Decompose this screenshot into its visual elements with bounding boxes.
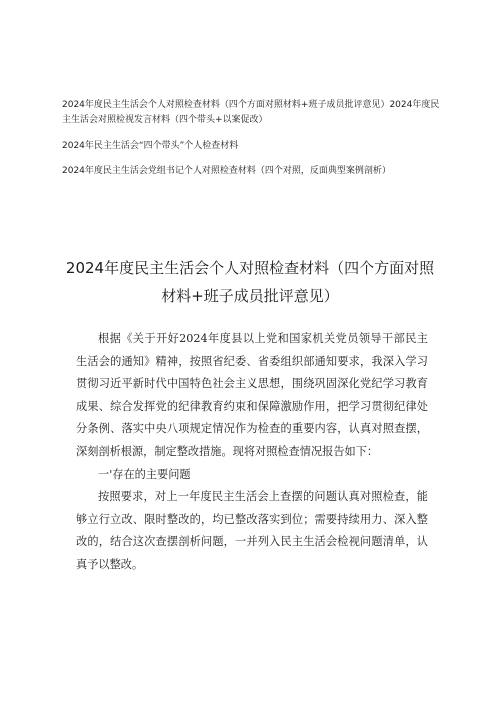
table-of-contents [62, 98, 442, 189]
document-body [76, 328, 428, 577]
title-line-1: 2024年度民主生活会个人对照检查材料（四个方面对照 [65, 259, 435, 277]
title-line-2: 材料+班子成员批评意见） [161, 287, 339, 305]
section-1-paragraph: 按照要求，对上一年度民主生活会上查摆的问题认真对照检查，能够立行立改、限时整改的，均已整改落实到位；需要持续用力、深入整改的，结合这次查摆剖析问题，一并列入民主生活会检视问题清单，认真予以整改。 [76, 490, 428, 571]
document-title [60, 254, 440, 310]
toc-item-3: 2024年度民主生活会党组书记个人对照检查材料（四个对照，反面典型案例剖析） [62, 166, 391, 176]
intro-paragraph: 根据《关于开好2024年度县以上党和国家机关党员领导干部民主生活会的通知》精神，按照省纪委、省委组织部通知要求，我深入学习贯彻习近平新时代中国特色社会主义思想，围绕巩固深化党纪学习教育成果、综合发挥党的纪律教育约束和保障激励作用，把学习贯彻纪律处分条例、落实中央八项规定情况作为检查的重要内容，认真对照查摆，深刻剖析根源，制定整改措施。现将对照检查情况报告如下： [76, 332, 428, 458]
toc-item-2: 2024年民主生活会“四个带头”个人检查材料 [62, 141, 239, 151]
toc-item-1: 2024年度民主生活会个人对照检查材料（四个方面对照材料+班子成员批评意见）2024年度民主生活会对照检视发言材料（四个带头+以案促改） [62, 100, 440, 125]
section-heading-1: 一'存在的主要问题 [98, 467, 191, 481]
